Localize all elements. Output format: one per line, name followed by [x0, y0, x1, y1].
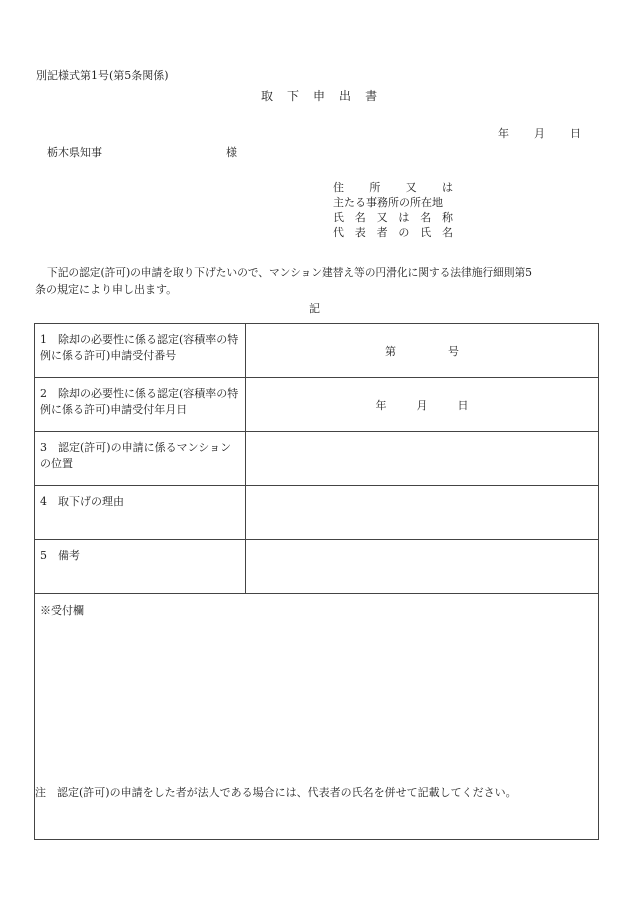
body-text-line2: 条の規定により申し出ます。: [35, 283, 178, 296]
location-field[interactable]: [246, 432, 599, 486]
title-char: 取: [261, 89, 274, 103]
receipt-date-field[interactable]: 年 月 日: [246, 378, 599, 432]
address-label: 住 所 又 は: [333, 181, 453, 194]
reception-box: [35, 594, 599, 840]
row-label: 5 備考: [35, 540, 246, 594]
reason-field[interactable]: [246, 486, 599, 540]
representative-label: 代 表 者 の 氏 名: [333, 226, 453, 239]
title-char: 書: [365, 89, 378, 103]
month-unit: 月: [534, 127, 545, 140]
body-text-line1: 下記の認定(許可)の申請を取り下げたいので、マンション建替え等の円滑化に関する法律施行細則第5: [47, 266, 532, 279]
table-row: [35, 540, 599, 594]
remarks-field[interactable]: [246, 540, 599, 594]
year-unit: 年: [498, 127, 509, 140]
row-label: 4 取下げの理由: [35, 486, 246, 540]
name-label: 氏 名 又 は 名 称: [333, 211, 453, 224]
title-char: 下: [287, 89, 300, 103]
title-char: 出: [339, 89, 352, 103]
addressee: 栃木県知事: [47, 146, 102, 159]
table-row: [35, 486, 599, 540]
title-char: 申: [313, 89, 326, 103]
table-row: [35, 432, 599, 486]
applicant-block: [333, 180, 453, 240]
ki-label: 記: [309, 302, 320, 315]
date-line: [498, 127, 581, 141]
form-reference: 別記様式第1号(第5条関係): [36, 69, 169, 82]
reception-row: [35, 594, 599, 840]
receipt-number-field[interactable]: 第 号: [246, 324, 599, 378]
form-table: [34, 323, 599, 840]
table-row: [35, 378, 599, 432]
table-row: [35, 324, 599, 378]
row-label: 2 除却の必要性に係る認定(容積率の特例に係る許可)申請受付年月日: [35, 378, 246, 432]
office-label: 主たる事務所の所在地: [333, 196, 443, 209]
honorific: 様: [226, 146, 237, 159]
reception-label: ※受付欄: [40, 604, 84, 617]
day-unit: 日: [570, 127, 581, 140]
row-label: 1 除却の必要性に係る認定(容積率の特例に係る許可)申請受付番号: [35, 324, 246, 378]
document-title: [261, 89, 377, 103]
row-label: 3 認定(許可)の申請に係るマンションの位置: [35, 432, 246, 486]
footnote: 注 認定(許可)の申請をした者が法人である場合には、代表者の氏名を併せて記載してください。: [35, 786, 517, 799]
